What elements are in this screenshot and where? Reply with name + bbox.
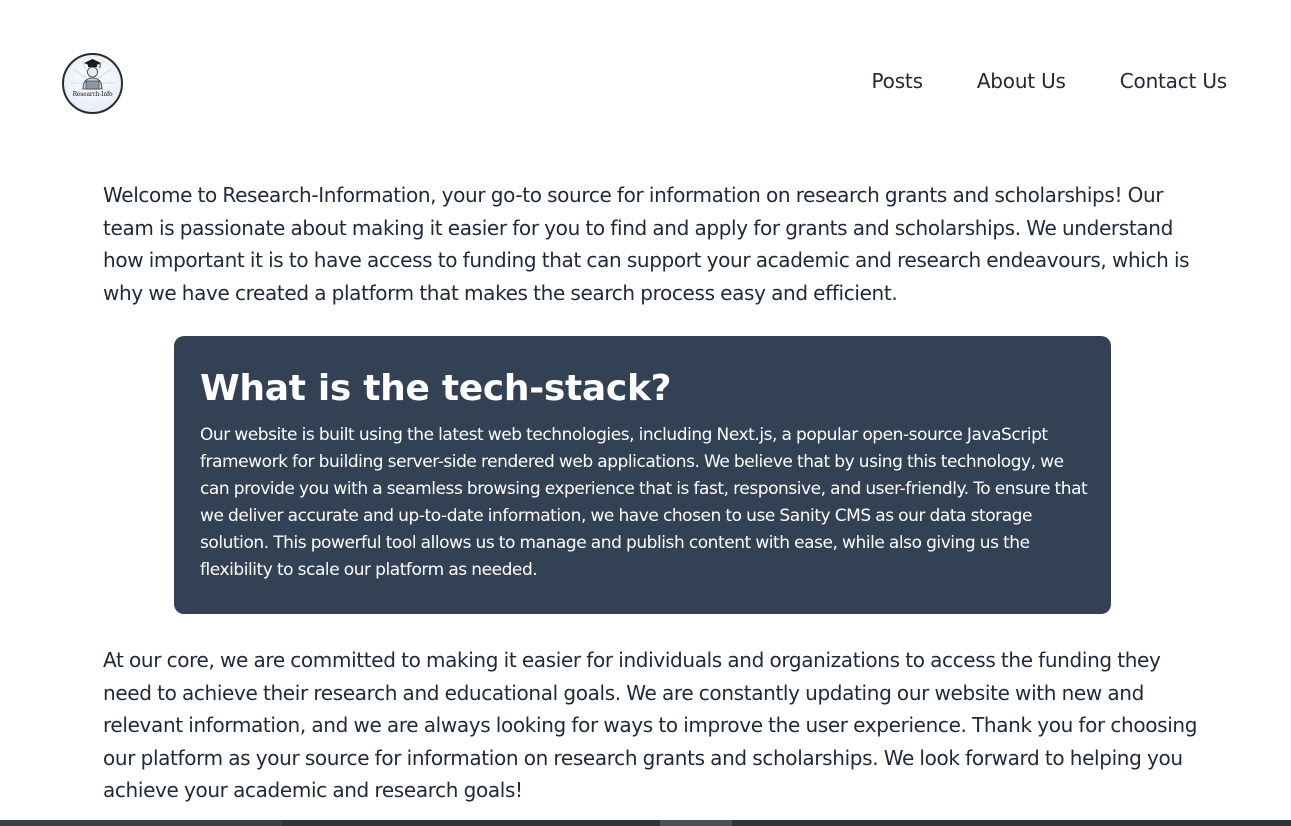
tech-stack-title: What is the tech-stack?	[200, 368, 672, 409]
bottom-strip-segment	[660, 820, 732, 826]
graduate-avatar-logo-icon	[64, 55, 121, 112]
nav-link-about-us[interactable]: About Us	[976, 69, 1066, 93]
bottom-strip-segment	[0, 820, 282, 826]
tech-stack-body: Our website is built using the latest web technologies, including Next.js, a popular open-source JavaScript framework for building server-side rendered web applications. We believe that by using this technology, we can provide you with a seamless browsing experience that is fast, responsive, and user-friendly. To ensure that we deliver accurate and up-to-date information, we have chosen to use Sanity CMS as our data storage solution. This powerful tool allows us to manage and publish content with ease, while also giving us the flexibility to scale our platform as needed.	[200, 425, 1088, 580]
site-logo[interactable]	[62, 53, 123, 114]
outro-paragraph: At our core, we are committed to making it easier for individuals and organizations to access the funding they need to achieve their research and educational goals. We are constantly updating our website with new and relevant information, and we are always looking for ways to improve the user experience. Thank you for choosing our platform as your source for information on research grants and scholarships. We look forward to helping you achieve your academic and research goals!	[103, 648, 1198, 802]
nav-link-contact-us[interactable]: Contact Us	[1119, 69, 1227, 93]
intro-paragraph: Welcome to Research-Information, your go-to source for information on research grants and scholarships! Our team is passionate about making it easier for you to find and apply for grants and scholarships. We understand how important it is to have access to funding that can support your academic and research endeavours, which is why we have created a platform that makes the search process easy and efficient.	[103, 183, 1190, 305]
nav-link-posts[interactable]: Posts	[871, 69, 923, 93]
tech-stack-card	[174, 336, 1111, 614]
site-header	[0, 0, 1291, 160]
main-nav	[872, 67, 1227, 95]
logo-text: Research-Info	[72, 91, 113, 98]
bottom-strip	[0, 820, 1291, 826]
